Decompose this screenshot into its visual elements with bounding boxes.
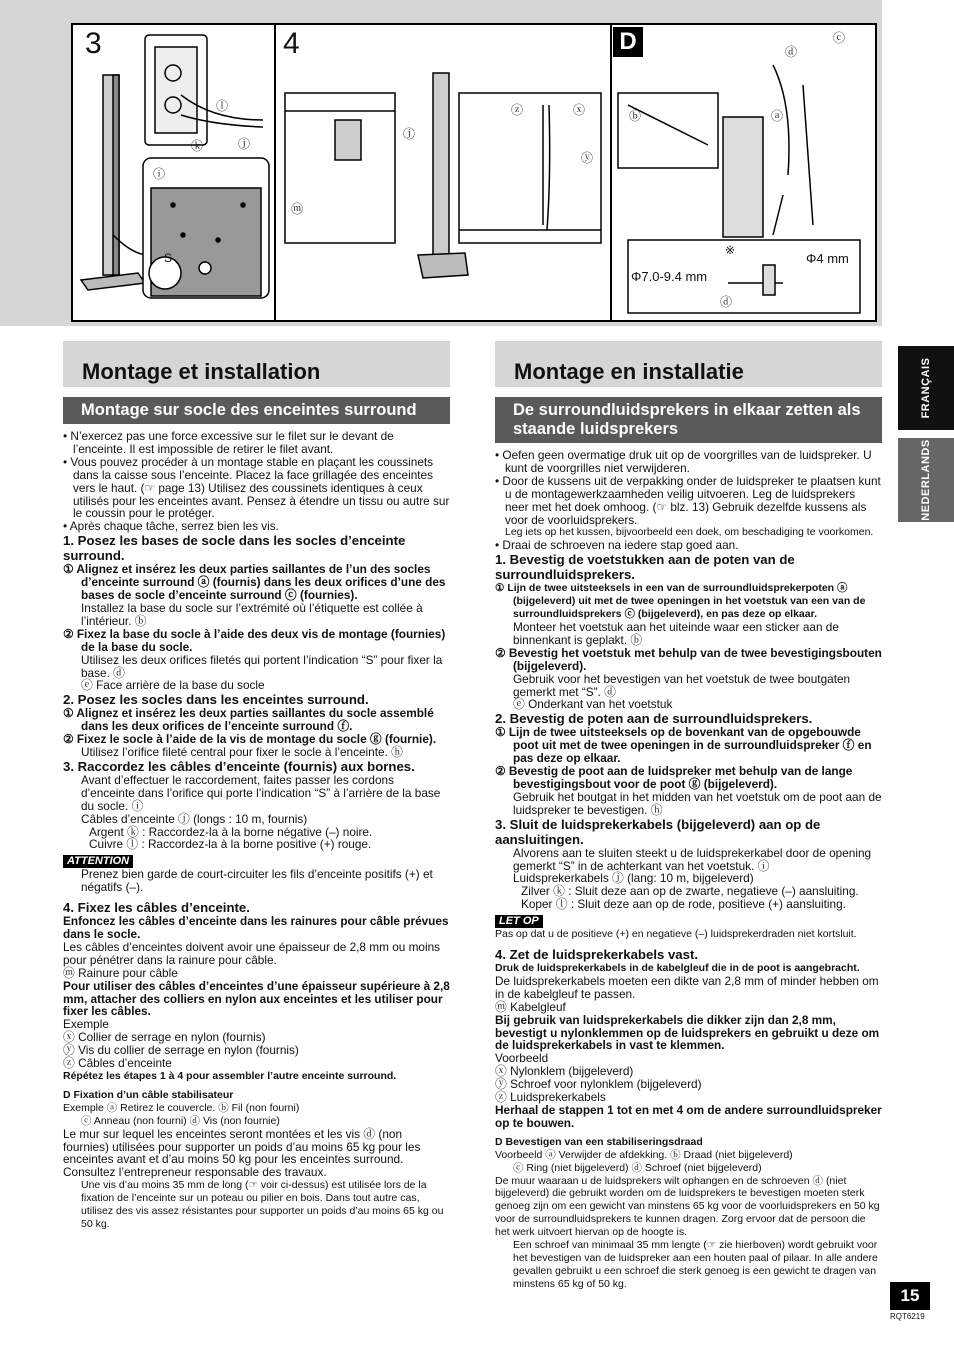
nl-bullet: • Oefen geen overmatige druk uit op de voorgrilles van de luidspreker. U kunt de voorgrilles niet verwijderen.	[495, 448, 872, 475]
fr-step1b: ② Fixez la base du socle à l’aide des deux vis de montage (fournies) de la base du socle.	[63, 626, 446, 654]
fr-bullet: • Vous pouvez procéder à un montage stable en plaçant les coussinets dans la caisse sous l’enceinte. Placez la face grillagée des enceintes vers le haut. (☞ page 13) Utilisez des coussinets identiques à ceux utilisés pour les enceintes avant. Pensez à étendre un tissu ou autre sur le coussin pour le protéger.	[63, 454, 450, 521]
fr-step3c: Argent ⓚ : Raccordez-la à la borne négative (–) noire.	[89, 824, 373, 839]
nl-step4b: De luidsprekerkabels moeten een dikte van 2,8 mm of minder hebben om in de kabelgleuf te passen.	[495, 973, 879, 1001]
fr-step3a: Avant d’effectuer le raccordement, faites passer les cordons d’enceinte dans l’orifice qui porte l’indication “S” à l’arrière de la base du socle. ⓘ	[81, 772, 441, 813]
fig-label: ⓘ	[153, 167, 166, 181]
nl-step4a: Druk de luidsprekerkabels in de kabelgleuf die in de poot is aangebracht.	[495, 962, 860, 974]
fig-label: ⓛ	[216, 99, 229, 113]
dimension-label-2: Φ4 mm	[806, 251, 849, 266]
fr-step4d: Pour utiliser des câbles d’enceintes d’une épaisseur supérieure à 2,8 mm, attacher des colliers en nylon aux enceintes et les utiliser pour fixer les câbles.	[63, 978, 450, 1019]
fig-label: ⓜ	[291, 202, 304, 216]
nl-step3b: Luidsprekerkabels ⓙ (lang: 10 m, bijgeleverd)	[513, 871, 754, 886]
fr-d-text2: Une vis d’au moins 35 mm de long (☞ voir ci-dessus) est utilisée lors de la fixation de l’enceinte sur un poteau ou pilier en bois. Dans tout autre cas, utilisez des vis assez résistantes pour supporter un poids d’au moins 65 kg ou 50 kg.	[81, 1179, 444, 1230]
fr-step2b-note: Utilisez l’orifice fileté central pour fixer le socle à l’enceinte. ⓗ	[81, 745, 403, 760]
nl-title-bar	[495, 341, 882, 387]
figure-drawing	[73, 25, 875, 320]
fr-step1b-note: Utilisez les deux orifices filetés qui portent l’indication “S” pour fixer la base. ⓓ	[81, 652, 443, 680]
fr-step1a-note: Installez la base du socle sur l’extrémité où l’étiquette est collée à l’intérieur. ⓑ	[81, 600, 423, 628]
nl-step4f: ⓧ Nylonklem (bijgeleverd)	[495, 1064, 634, 1079]
fr-step4e: Exemple	[63, 1017, 109, 1032]
nl-body	[495, 449, 882, 1291]
nl-step4e: Voorbeeld	[495, 1051, 549, 1066]
page-number: 15	[890, 1282, 930, 1310]
fr-step3b: Câbles d’enceinte ⓙ (longs : 10 m, fournis)	[81, 811, 308, 826]
fr-step1a: ① Alignez et insérez les deux parties saillantes de l’un des socles d’enceinte surround ⓐ (fournis) dans les deux orifices d’une des bases de socle d’enceinte surround ⓒ (fournies).	[63, 562, 446, 603]
nl-subtitle: De surroundluidsprekers in elkaar zetten als staande luidsprekers	[495, 397, 882, 443]
nl-step3a: Alvorens aan te sluiten steekt u de luidsprekerkabel door de opening gemerkt “S” in de achterkant van het voetstuk. ⓘ	[513, 845, 872, 873]
nl-step2: 2. Bevestig de poten aan de surroundluidsprekers.	[495, 711, 813, 727]
fig-label: ⓙ	[403, 127, 416, 141]
nl-d-example2: ⓒ Ring (niet bijgeleverd) ⓓ Schroef (niet bijgeleverd)	[513, 1161, 762, 1174]
fr-step4c: ⓜ Rainure pour câble	[63, 965, 178, 980]
fr-step1: 1. Posez les bases de socle dans les socles d’enceinte surround.	[63, 533, 406, 564]
nl-step4d: Bij gebruik van luidsprekerkabels die dikker zijn dan 2,8 mm, bevestigt u nylonklemmen op de luidsprekers en gebruikt u deze om de luidsprekerkabels in vast te klemmen.	[495, 1012, 880, 1053]
fr-d-title: D Fixation d’un câble stabilisateur	[63, 1088, 234, 1101]
column-french	[63, 341, 450, 1231]
nl-step1a: ① Lijn de twee uitsteeksels in een van de surroundluidsprekerpoten ⓐ (bijgeleverd) uit met de twee openingen in het voetstuk van een van de surroundluidsprekers ⓒ (bijgeleverd), en pas deze op elkaar.	[495, 582, 866, 621]
fr-step4i: Répétez les étapes 1 à 4 pour assembler l’autre enceinte surround.	[63, 1069, 397, 1082]
document-code: RQT6219	[890, 1312, 925, 1321]
nl-letop-text: Pas op dat u de positieve (+) en negatieve (–) luidsprekerdraden niet kortsluit.	[495, 928, 857, 941]
fr-step4: 4. Fixez les câbles d’enceinte.	[63, 900, 250, 916]
nl-step2b: ② Bevestig de poot aan de luidspreker met behulp van de lange bevestigingsbout voor de poot ⓖ (bijgeleverd).	[495, 764, 853, 791]
fig-label: S	[164, 251, 173, 265]
nl-step3c: Zilver ⓚ : Sluit deze aan op de zwarte, negatieve (–) aansluiting.	[521, 884, 859, 899]
fr-attention-text: Prenez bien garde de court-circuiter les fils d’enceinte positifs (+) et négatifs (–).	[81, 867, 433, 895]
nl-step2b-note: Gebruik het boutgat in het midden van het voetstuk om de poot aan de luidspreker te bevestigen. ⓗ	[513, 789, 882, 817]
section-d-badge: D	[613, 27, 643, 57]
fr-subtitle: Montage sur socle des enceintes surround	[63, 397, 450, 424]
installation-figure	[71, 23, 877, 322]
nl-bullet-note: Leg iets op het kussen, bijvoorbeeld een doek, om beschadiging te voorkomen.	[505, 526, 874, 539]
fig-label: ⓨ	[581, 151, 594, 165]
fr-step2: 2. Posez les socles dans les enceintes surround.	[63, 692, 369, 708]
nl-step4c: ⓜ Kabelgleuf	[495, 999, 566, 1014]
nl-step4i: Herhaal de stappen 1 tot en met 4 om de andere surroundluidspreker op te bouwen.	[495, 1102, 882, 1130]
nl-step1a-note: Monteer het voetstuk aan het uiteinde waar een sticker aan de binnenkant is geplakt. ⓑ	[513, 619, 839, 647]
nl-step1b-note: Gebruik voor het bevestigen van het voetstuk de twee boutgaten gemerkt met “S”. ⓓ	[513, 671, 851, 699]
dimension-label-1: Φ7.0-9.4 mm	[631, 269, 708, 284]
fr-bullet: • N’exercez pas une force excessive sur le filet sur le devant de l’enceinte. Il est impossible de retirer le filet avant.	[63, 429, 394, 456]
language-tab-nl: NEDERLANDS	[898, 438, 954, 522]
fr-step1b-caption: ⓔ Face arrière de la base du socle	[81, 678, 265, 693]
fig-label: ⓙ	[238, 137, 251, 151]
nl-title: Montage en installatie	[514, 359, 744, 384]
fr-title: Montage et installation	[82, 359, 321, 384]
fig-label: ⓚ	[191, 139, 204, 153]
nl-bullet: • Door de kussens uit de verpakking onder de luidspreker te plaatsen kunt u de montagewerkzaamheden veilig uitvoeren. Leg de luidsprekers neer met het doek omhoog. (☞ blz. 13) Gebruik dezelfde kussens als voor de voorluidsprekers.	[495, 473, 881, 527]
fr-step4b: Les câbles d’enceintes doivent avoir une épaisseur de 2,8 mm ou moins pour pénétrer dans la rainure pour câble.	[63, 939, 441, 967]
step3-number: 3	[85, 27, 102, 60]
nl-step4g: ⓨ Schroef voor nylonklem (bijgeleverd)	[495, 1077, 702, 1092]
fig-label: ⓓ	[785, 45, 798, 59]
nl-step1b-caption: ⓔ Onderkant van het voetstuk	[513, 697, 673, 712]
fr-step3: 3. Raccordez les câbles d’enceinte (fournis) aux bornes.	[63, 758, 415, 774]
fr-d-example1: Exemple ⓐ Retirez le couvercle. ⓑ Fil (non fourni)	[63, 1101, 300, 1114]
fig-mark: ※	[725, 243, 736, 257]
nl-d-example1: Voorbeeld ⓐ Verwijder de afdekking. ⓑ Draad (niet bijgeleverd)	[495, 1148, 793, 1161]
nl-step1b: ② Bevestig het voetstuk met behulp van de twee bevestigingsbouten (bijgeleverd).	[495, 645, 882, 673]
nl-step2a: ① Lijn de twee uitsteeksels op de bovenkant van de opgebouwde poot uit met de twee openingen in de surroundluidspreker ⓕ en pas deze op elkaar.	[495, 725, 872, 766]
fr-step2b: ② Fixez le socle à l’aide de la vis de montage du socle ⓖ (fournie).	[63, 732, 437, 747]
nl-bullet: • Draai de schroeven na iedere stap goed aan.	[495, 538, 739, 553]
step4-number: 4	[283, 27, 300, 60]
nl-d-text: De muur waaraan u de luidsprekers wilt ophangen en de schroeven ⓓ (niet bijgeleverd) die gebruikt worden om de luidsprekers te bevestigen moeten sterk genoeg zijn om een gewicht van minstens 65 kg voor de voorluidsprekers en 50 kg voor de surroundluidsprekers te kunnen dragen. Zorg ervoor dat de persoon die het werk uitvoert hiervan op de hoogte is.	[495, 1174, 880, 1239]
nl-letop-badge: LET OP	[495, 915, 543, 928]
fr-step4f: ⓧ Collier de serrage en nylon (fournis)	[63, 1030, 266, 1045]
nl-step3d: Koper ⓛ : Sluit deze aan op de rode, positieve (+) aansluiting.	[521, 897, 846, 912]
fr-d-text: Le mur sur lequel les enceintes seront montées et les vis ⓓ (non fournies) utilisées pour supporter un poids d’au moins 65 kg pour les enceintes avant et d’au moins 50 kg pour les enceintes surround. Consultez l’entrepreneur responsable des travaux.	[63, 1126, 421, 1180]
language-tab-fr: FRANÇAIS	[898, 346, 954, 430]
fig-label: ⓑ	[629, 109, 642, 123]
fr-step4h: ⓩ Câbles d’enceinte	[63, 1056, 172, 1071]
fr-attention-badge: ATTENTION	[63, 855, 133, 868]
fr-step4g: ⓨ Vis du collier de serrage en nylon (fournis)	[63, 1043, 299, 1058]
fr-d-example2: ⓒ Anneau (non fourni) ⓓ Vis (non fournie)	[81, 1114, 280, 1127]
fig-label: ⓧ	[573, 103, 586, 117]
nl-step4: 4. Zet de luidsprekerkabels vast.	[495, 947, 699, 962]
fr-title-bar	[63, 341, 450, 387]
fig-label: ⓒ	[833, 31, 846, 45]
nl-step1: 1. Bevestig de voetstukken aan de poten van de surroundluidsprekers.	[495, 552, 795, 583]
nl-step4h: ⓩ Luidsprekerkabels	[495, 1090, 606, 1105]
fr-step4a: Enfoncez les câbles d’enceinte dans les rainures pour câble prévues dans le socle.	[63, 914, 449, 941]
nl-step3: 3. Sluit de luidsprekerkabels (bijgeleverd) aan op de aansluitingen.	[495, 816, 821, 847]
fr-step3d: Cuivre ⓛ : Raccordez-la à la borne positive (+) rouge.	[89, 837, 372, 852]
nl-d-title: D Bevestigen van een stabiliseringsdraad	[495, 1135, 703, 1148]
fr-bullet: • Après chaque tâche, serrez bien les vis.	[63, 519, 279, 534]
fr-step2a: ① Alignez et insérez les deux parties saillantes du socle assemblé dans les deux orifices de l’enceinte surround ⓕ.	[63, 706, 434, 734]
fr-body	[63, 430, 450, 1231]
fig-label: ⓐ	[771, 109, 784, 123]
terminal-detail	[145, 35, 263, 145]
nl-d-text2: Een schroef van minimaal 35 mm lengte (☞ zie hierboven) wordt gebruikt voor het bevestigen van de luidspreker aan een houten paal of pilaar. In alle andere gevallen gebruikt u een schroef die sterk genoeg is een gewicht te dragen van minstens 65 kg of 50 kg.	[513, 1239, 878, 1290]
speaker-stand-4	[285, 73, 601, 278]
column-dutch	[495, 341, 882, 1291]
fig-label: ⓩ	[511, 103, 524, 117]
fig-label: ⓓ	[720, 295, 733, 309]
